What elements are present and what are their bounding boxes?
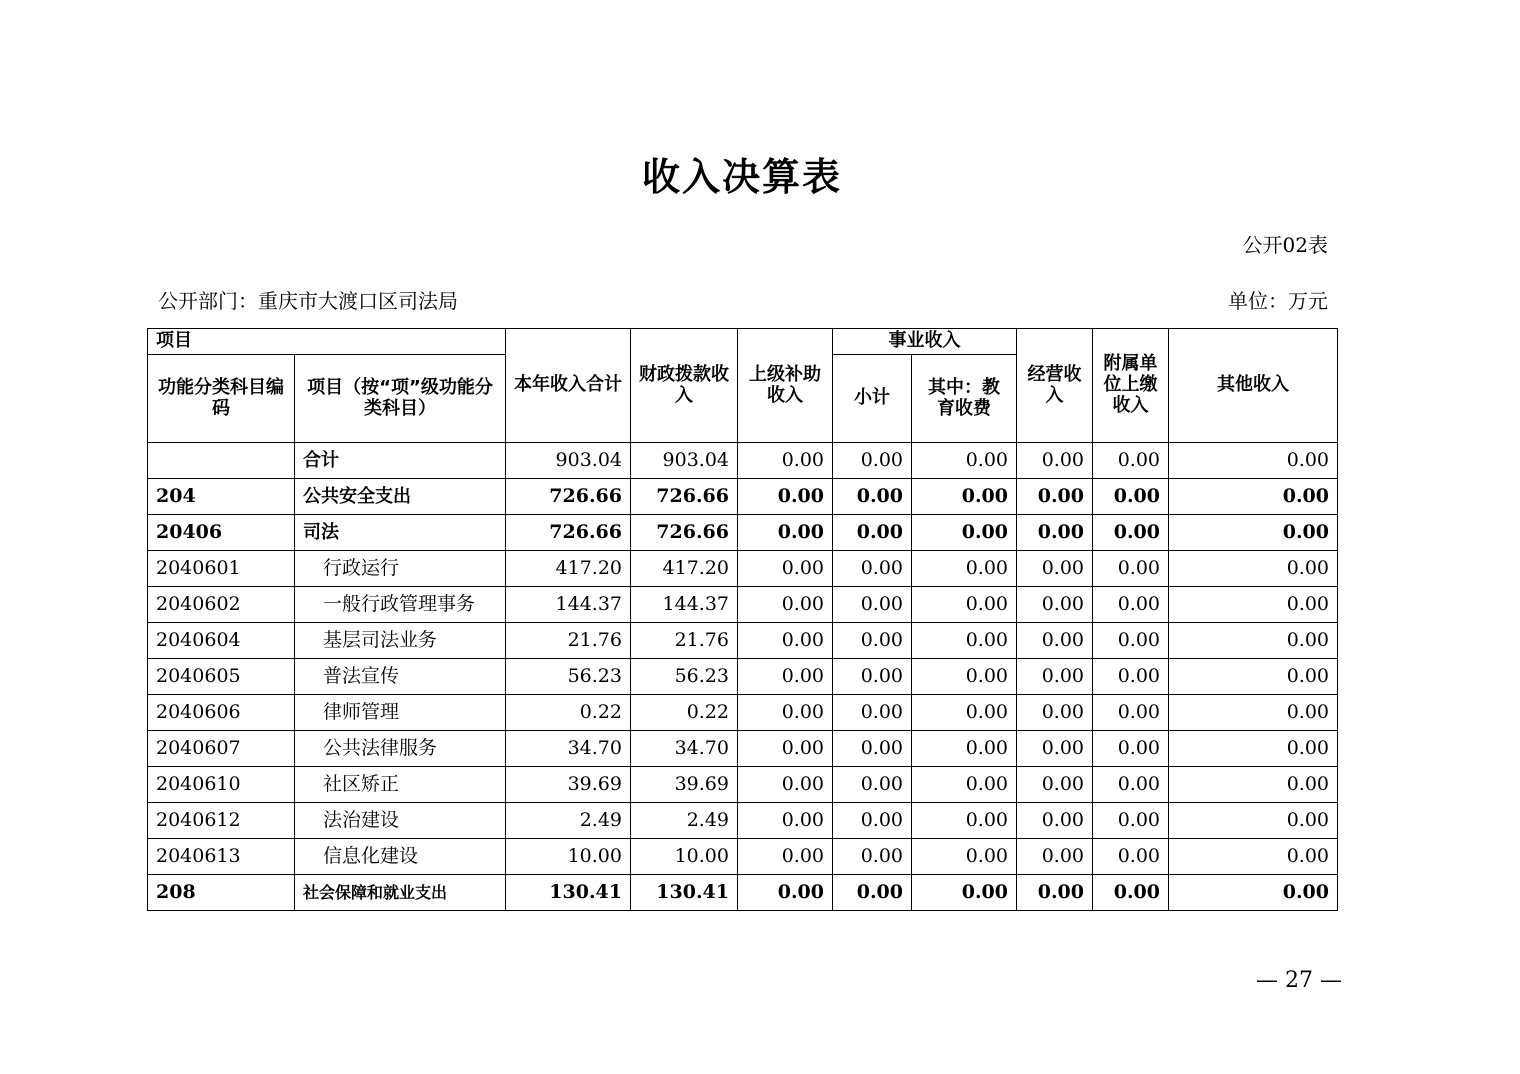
row-subtotal: 0.00 xyxy=(833,767,912,803)
row-total: 2.49 xyxy=(506,803,631,839)
row-superior: 0.00 xyxy=(738,659,833,695)
row-superior: 0.00 xyxy=(738,551,833,587)
row-operating: 0.00 xyxy=(1017,731,1093,767)
header-project-group: 项目 xyxy=(148,329,506,355)
row-affiliated: 0.00 xyxy=(1093,803,1169,839)
department-label: 公开部门：重庆市大渡口区司法局 xyxy=(158,289,458,313)
row-affiliated: 0.00 xyxy=(1093,875,1169,911)
row-education: 0.00 xyxy=(912,515,1017,551)
row-affiliated: 0.00 xyxy=(1093,443,1169,479)
row-code: 2040607 xyxy=(148,731,295,767)
row-affiliated: 0.00 xyxy=(1093,587,1169,623)
row-name: 行政运行 xyxy=(295,551,506,587)
row-subtotal: 0.00 xyxy=(833,875,912,911)
row-total: 0.22 xyxy=(506,695,631,731)
table-row xyxy=(148,695,1338,731)
row-code: 2040602 xyxy=(148,587,295,623)
row-total: 130.41 xyxy=(506,875,631,911)
table-row xyxy=(148,875,1338,911)
row-name: 普法宣传 xyxy=(295,659,506,695)
table-row xyxy=(148,623,1338,659)
row-name: 信息化建设 xyxy=(295,839,506,875)
row-operating: 0.00 xyxy=(1017,659,1093,695)
header-name: 项目（按“项”级功能分类科目） xyxy=(295,355,506,443)
row-affiliated: 0.00 xyxy=(1093,731,1169,767)
row-affiliated: 0.00 xyxy=(1093,515,1169,551)
row-name: 一般行政管理事务 xyxy=(295,587,506,623)
row-subtotal: 0.00 xyxy=(833,515,912,551)
header-subtotal: 小计 xyxy=(833,355,912,443)
unit-label: 单位：万元 xyxy=(1228,289,1328,313)
row-operating: 0.00 xyxy=(1017,551,1093,587)
row-fiscal: 726.66 xyxy=(631,479,738,515)
row-total: 903.04 xyxy=(506,443,631,479)
row-education: 0.00 xyxy=(912,623,1017,659)
income-statement-table xyxy=(147,328,1338,911)
row-name: 公共法律服务 xyxy=(295,731,506,767)
header-total: 本年收入合计 xyxy=(506,329,631,443)
row-name: 律师管理 xyxy=(295,695,506,731)
row-operating: 0.00 xyxy=(1017,443,1093,479)
row-fiscal: 2.49 xyxy=(631,803,738,839)
row-superior: 0.00 xyxy=(738,731,833,767)
row-subtotal: 0.00 xyxy=(833,551,912,587)
table-row xyxy=(148,803,1338,839)
row-affiliated: 0.00 xyxy=(1093,551,1169,587)
row-fiscal: 56.23 xyxy=(631,659,738,695)
row-fiscal: 34.70 xyxy=(631,731,738,767)
row-fiscal: 903.04 xyxy=(631,443,738,479)
row-education: 0.00 xyxy=(912,587,1017,623)
row-subtotal: 0.00 xyxy=(833,803,912,839)
row-total: 726.66 xyxy=(506,479,631,515)
row-total: 39.69 xyxy=(506,767,631,803)
row-code: 2040606 xyxy=(148,695,295,731)
row-other: 0.00 xyxy=(1169,659,1338,695)
row-code: 20406 xyxy=(148,515,295,551)
row-superior: 0.00 xyxy=(738,587,833,623)
row-other: 0.00 xyxy=(1169,551,1338,587)
table-row xyxy=(148,767,1338,803)
row-other: 0.00 xyxy=(1169,695,1338,731)
row-fiscal: 144.37 xyxy=(631,587,738,623)
row-code: 2040601 xyxy=(148,551,295,587)
table-row xyxy=(148,443,1338,479)
row-other: 0.00 xyxy=(1169,587,1338,623)
row-code: 2040613 xyxy=(148,839,295,875)
row-fiscal: 726.66 xyxy=(631,515,738,551)
row-code: 2040610 xyxy=(148,767,295,803)
row-subtotal: 0.00 xyxy=(833,659,912,695)
header-operating: 经营收入 xyxy=(1017,329,1093,443)
row-fiscal: 39.69 xyxy=(631,767,738,803)
row-superior: 0.00 xyxy=(738,875,833,911)
header-code: 功能分类科目编码 xyxy=(148,355,295,443)
row-name: 司法 xyxy=(295,515,506,551)
table-row xyxy=(148,731,1338,767)
row-education: 0.00 xyxy=(912,875,1017,911)
row-other: 0.00 xyxy=(1169,839,1338,875)
row-subtotal: 0.00 xyxy=(833,443,912,479)
row-education: 0.00 xyxy=(912,839,1017,875)
row-operating: 0.00 xyxy=(1017,875,1093,911)
row-other: 0.00 xyxy=(1169,875,1338,911)
row-education: 0.00 xyxy=(912,695,1017,731)
row-superior: 0.00 xyxy=(738,695,833,731)
row-affiliated: 0.00 xyxy=(1093,479,1169,515)
row-operating: 0.00 xyxy=(1017,623,1093,659)
row-affiliated: 0.00 xyxy=(1093,839,1169,875)
row-other: 0.00 xyxy=(1169,767,1338,803)
row-total: 10.00 xyxy=(506,839,631,875)
row-operating: 0.00 xyxy=(1017,587,1093,623)
row-education: 0.00 xyxy=(912,659,1017,695)
row-affiliated: 0.00 xyxy=(1093,767,1169,803)
row-operating: 0.00 xyxy=(1017,515,1093,551)
row-code xyxy=(148,443,295,479)
page-number: — 27 — xyxy=(1256,968,1342,993)
row-fiscal: 10.00 xyxy=(631,839,738,875)
row-other: 0.00 xyxy=(1169,803,1338,839)
row-education: 0.00 xyxy=(912,479,1017,515)
row-superior: 0.00 xyxy=(738,443,833,479)
row-education: 0.00 xyxy=(912,803,1017,839)
table-row xyxy=(148,551,1338,587)
form-code: 公开02表 xyxy=(1242,233,1328,257)
row-total: 144.37 xyxy=(506,587,631,623)
row-operating: 0.00 xyxy=(1017,695,1093,731)
row-operating: 0.00 xyxy=(1017,839,1093,875)
row-name: 社区矫正 xyxy=(295,767,506,803)
row-superior: 0.00 xyxy=(738,839,833,875)
row-total: 21.76 xyxy=(506,623,631,659)
row-name: 公共安全支出 xyxy=(295,479,506,515)
row-superior: 0.00 xyxy=(738,479,833,515)
row-subtotal: 0.00 xyxy=(833,623,912,659)
header-superior: 上级补助收入 xyxy=(738,329,833,443)
header-education: 其中：教育收费 xyxy=(912,355,1017,443)
row-fiscal: 21.76 xyxy=(631,623,738,659)
row-total: 34.70 xyxy=(506,731,631,767)
row-operating: 0.00 xyxy=(1017,479,1093,515)
row-name: 基层司法业务 xyxy=(295,623,506,659)
row-total: 56.23 xyxy=(506,659,631,695)
row-code: 208 xyxy=(148,875,295,911)
row-code: 2040605 xyxy=(148,659,295,695)
row-other: 0.00 xyxy=(1169,623,1338,659)
row-subtotal: 0.00 xyxy=(833,839,912,875)
row-education: 0.00 xyxy=(912,767,1017,803)
row-affiliated: 0.00 xyxy=(1093,659,1169,695)
table-row xyxy=(148,479,1338,515)
row-fiscal: 130.41 xyxy=(631,875,738,911)
row-name: 社会保障和就业支出 xyxy=(295,875,506,911)
table-row xyxy=(148,515,1338,551)
row-other: 0.00 xyxy=(1169,479,1338,515)
row-subtotal: 0.00 xyxy=(833,479,912,515)
row-other: 0.00 xyxy=(1169,515,1338,551)
row-affiliated: 0.00 xyxy=(1093,695,1169,731)
table-row xyxy=(148,659,1338,695)
table-row xyxy=(148,839,1338,875)
row-superior: 0.00 xyxy=(738,803,833,839)
row-code: 2040612 xyxy=(148,803,295,839)
row-code: 204 xyxy=(148,479,295,515)
row-total: 726.66 xyxy=(506,515,631,551)
page-title: 收入决算表 xyxy=(641,155,842,199)
row-fiscal: 417.20 xyxy=(631,551,738,587)
row-subtotal: 0.00 xyxy=(833,587,912,623)
row-affiliated: 0.00 xyxy=(1093,623,1169,659)
row-operating: 0.00 xyxy=(1017,803,1093,839)
row-other: 0.00 xyxy=(1169,443,1338,479)
row-superior: 0.00 xyxy=(738,767,833,803)
row-other: 0.00 xyxy=(1169,731,1338,767)
header-fiscal: 财政拨款收入 xyxy=(631,329,738,443)
row-subtotal: 0.00 xyxy=(833,695,912,731)
row-name: 法治建设 xyxy=(295,803,506,839)
header-affiliated: 附属单位上缴收入 xyxy=(1093,329,1169,443)
row-superior: 0.00 xyxy=(738,623,833,659)
row-fiscal: 0.22 xyxy=(631,695,738,731)
row-superior: 0.00 xyxy=(738,515,833,551)
header-business-group: 事业收入 xyxy=(833,329,1017,355)
row-operating: 0.00 xyxy=(1017,767,1093,803)
row-name: 合计 xyxy=(295,443,506,479)
table-row xyxy=(148,587,1338,623)
row-subtotal: 0.00 xyxy=(833,731,912,767)
row-education: 0.00 xyxy=(912,443,1017,479)
row-code: 2040604 xyxy=(148,623,295,659)
row-education: 0.00 xyxy=(912,551,1017,587)
row-education: 0.00 xyxy=(912,731,1017,767)
header-other: 其他收入 xyxy=(1169,329,1338,443)
row-total: 417.20 xyxy=(506,551,631,587)
